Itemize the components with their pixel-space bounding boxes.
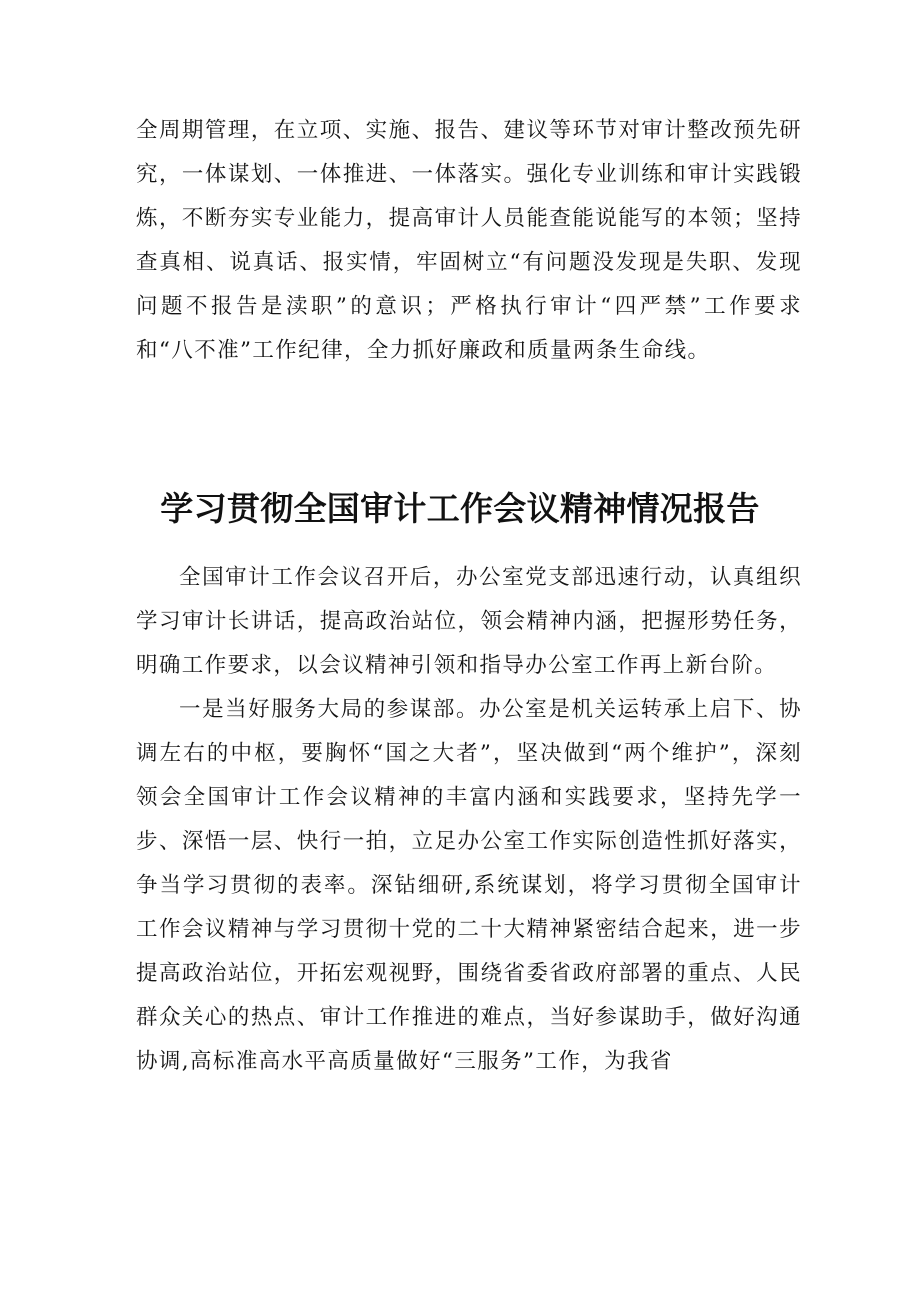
continuation-text-block <box>136 109 802 373</box>
continuation-paragraph: 全周期管理，在立项、实施、报告、建议等环节对审计整改预先研究，一体谋划、一体推进、一体落实。强化专业训练和审计实践锻炼，不断夯实专业能力，提高审计人员能查能说能写的本领；坚持查真相、说真话、报实情，牢固树立“有问题没发现是失职、发现问题不报告是渎职”的意识；严格执行审计“四严禁”工作要求和“八不准”工作纪律，全力抓好廉政和质量两条生命线。 <box>136 118 802 363</box>
report-body <box>136 556 802 1084</box>
report-title: 学习贯彻全国审计工作会议精神情况报告 <box>160 489 760 529</box>
body-paragraph-intro: 全国审计工作会议召开后，办公室党支部迅速行动，认真组织学习审计长讲话，提高政治站位，领会精神内涵，把握形势任务，明确工作要求，以会议精神引领和指导办公室工作再上新台阶。 <box>136 565 802 678</box>
body-paragraph-point-one: 一是当好服务大局的参谋部。办公室是机关运转承上启下、协调左右的中枢，要胸怀“国之大者”，坚决做到“两个维护”，深刻领会全国审计工作会议精神的丰富内涵和实践要求，坚持先学一步、深悟一层、快行一拍，立足办公室工作实际创造性抓好落实，争当学习贯彻的表率。深钻细研,系统谋划，将学习贯彻全国审计工作会议精神与学习贯彻十党的二十大精神紧密结合起来，进一步提高政治站位，开拓宏观视野，围绕省委省政府部署的重点、人民群众关心的热点、审计工作推进的难点，当好参谋助手，做好沟通协调,高标准高水平高质量做好“三服务”工作，为我省 <box>136 697 802 1074</box>
